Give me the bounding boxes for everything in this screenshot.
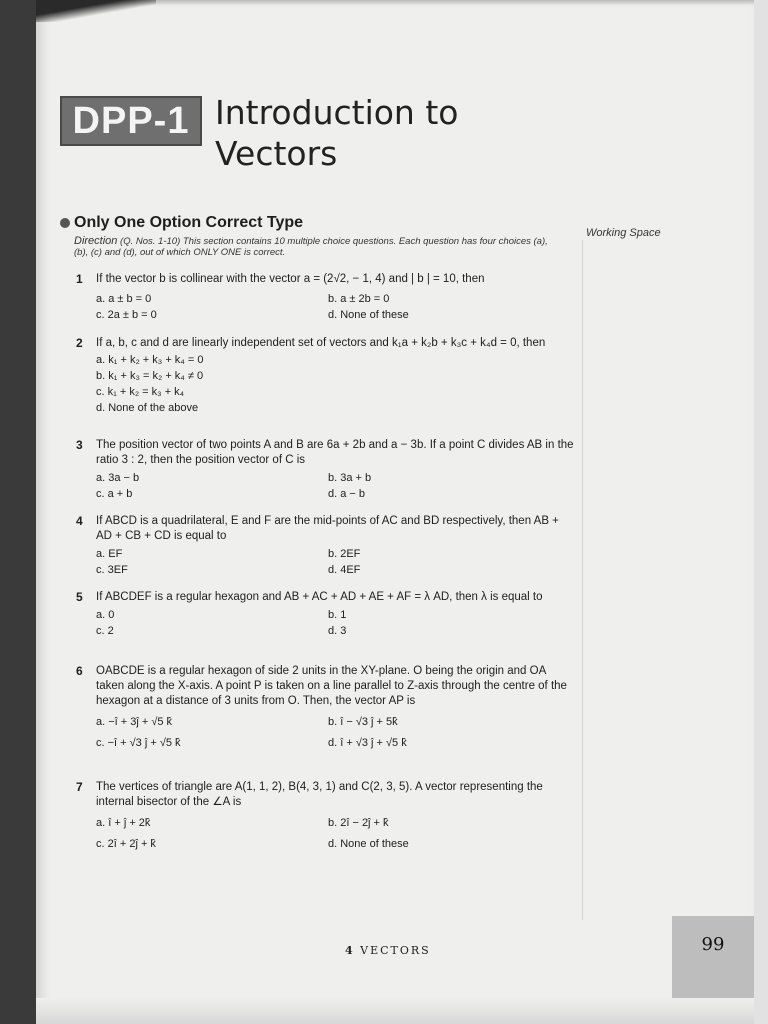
question-number: 4: [76, 514, 83, 528]
question-4: [76, 514, 576, 578]
question-number: 2: [76, 336, 83, 350]
chapter-number: 4: [345, 944, 355, 957]
direction-note: [74, 236, 554, 258]
question-7: [76, 780, 576, 852]
option-b: b. 2EF: [328, 548, 361, 560]
question-2: [76, 336, 576, 416]
option-b: b. 3a + b: [328, 472, 372, 484]
option-d: d. 3: [328, 625, 347, 637]
question-6: [76, 664, 576, 751]
option-d: d. None of these: [328, 309, 409, 321]
option-a: a. k₁ + k₂ + k₃ + k₄ = 0: [96, 354, 204, 366]
page-edge: [754, 0, 768, 1024]
option-d: d. a − b: [328, 488, 366, 500]
option-d: d. None of the above: [96, 402, 199, 414]
question-number: 7: [76, 780, 83, 794]
question-text: OABCDE is a regular hexagon of side 2 units in the XY-plane. O being the origin and OA taken along the X-axis. A point P is taken on a line parallel to Z-axis through the centre of the hexagon at a distance of 3 units from O. Then, the vector AP is: [96, 665, 567, 707]
section-heading: [60, 214, 303, 232]
question-text: If ABCDEF is a regular hexagon and AB + AC + AD + AE + AF = λ AD, then λ is equal to: [96, 591, 543, 603]
question-text: If ABCD is a quadrilateral, E and F are the mid-points of AC and BD respectively, then AB + AD + CB + CD is equal to: [96, 515, 559, 542]
direction-label: Direction: [74, 235, 118, 247]
section-heading-text: Only One Option Correct Type: [74, 214, 304, 231]
option-c: c. 2: [96, 625, 114, 637]
question-text: The vertices of triangle are A(1, 1, 2), B(4, 3, 1) and C(2, 3, 5). A vector representing the internal bisector of the ∠A is: [96, 781, 543, 808]
option-c: c. 3EF: [96, 564, 128, 576]
working-space-label: Working Space: [586, 227, 661, 239]
chapter-footer: [345, 944, 431, 957]
question-text: If a, b, c and d are linearly independent set of vectors and k₁a + k₂b + k₃c + k₄d = 0, then: [96, 337, 546, 349]
option-b: b. î − √3 ĵ + 5k̂: [328, 716, 398, 728]
option-c: c. 2a ± b = 0: [96, 309, 157, 321]
option-d: d. None of these: [328, 838, 409, 850]
dpp-badge: DPP-1: [60, 96, 202, 146]
question-5: [76, 590, 576, 639]
question-text: If the vector b is collinear with the vector a = (2√2, − 1, 4) and | b | = 10, then: [96, 273, 485, 285]
option-b: b. a ± 2b = 0: [328, 293, 390, 305]
option-a: a. −î + 3ĵ + √5 k̂: [96, 716, 173, 728]
option-a: a. î + ĵ + 2k̂: [96, 817, 151, 829]
question-number: 6: [76, 664, 83, 678]
option-a: a. EF: [96, 548, 123, 560]
margin-divider: [582, 240, 583, 920]
question-1: [76, 272, 576, 323]
question-3: [76, 438, 576, 502]
question-number: 5: [76, 590, 83, 604]
option-d: d. î + √3 ĵ + √5 k̂: [328, 737, 407, 749]
option-a: a. 0: [96, 609, 115, 621]
option-a: a. a ± b = 0: [96, 293, 152, 305]
option-c: c. a + b: [96, 488, 133, 500]
chapter-name: VECTORS: [360, 944, 431, 957]
option-c: c. −î + √3 ĵ + √5 k̂: [96, 737, 181, 749]
option-c: c. k₁ + k₂ = k₃ + k₄: [96, 386, 185, 398]
option-d: d. 4EF: [328, 564, 361, 576]
scan-shadow-bottom: [36, 998, 754, 1024]
option-a: a. 3a − b: [96, 472, 140, 484]
option-c: c. 2î + 2ĵ + k̂: [96, 838, 156, 850]
option-b: b. 1: [328, 609, 347, 621]
chapter-title: Introduction to Vectors: [215, 93, 459, 173]
question-text: The position vector of two points A and B are 6a + 2b and a − 3b. If a point C divides AB in the ratio 3 : 2, then the position vector of C is: [96, 439, 574, 466]
direction-text: (Q. Nos. 1-10) This section contains 10 multiple choice questions. Each question has four choices (a), (b), (c) and (d), out of which ONLY ONE is correct.: [74, 236, 548, 258]
page-number: 99: [672, 916, 754, 998]
question-number: 3: [76, 438, 83, 452]
question-number: 1: [76, 272, 83, 286]
option-b: b. 2î − 2ĵ + k̂: [328, 817, 389, 829]
bullet-icon: [60, 218, 70, 228]
option-b: b. k₁ + k₃ = k₂ + k₄ ≠ 0: [96, 370, 204, 382]
scan-corner-shadow: [36, 0, 156, 22]
